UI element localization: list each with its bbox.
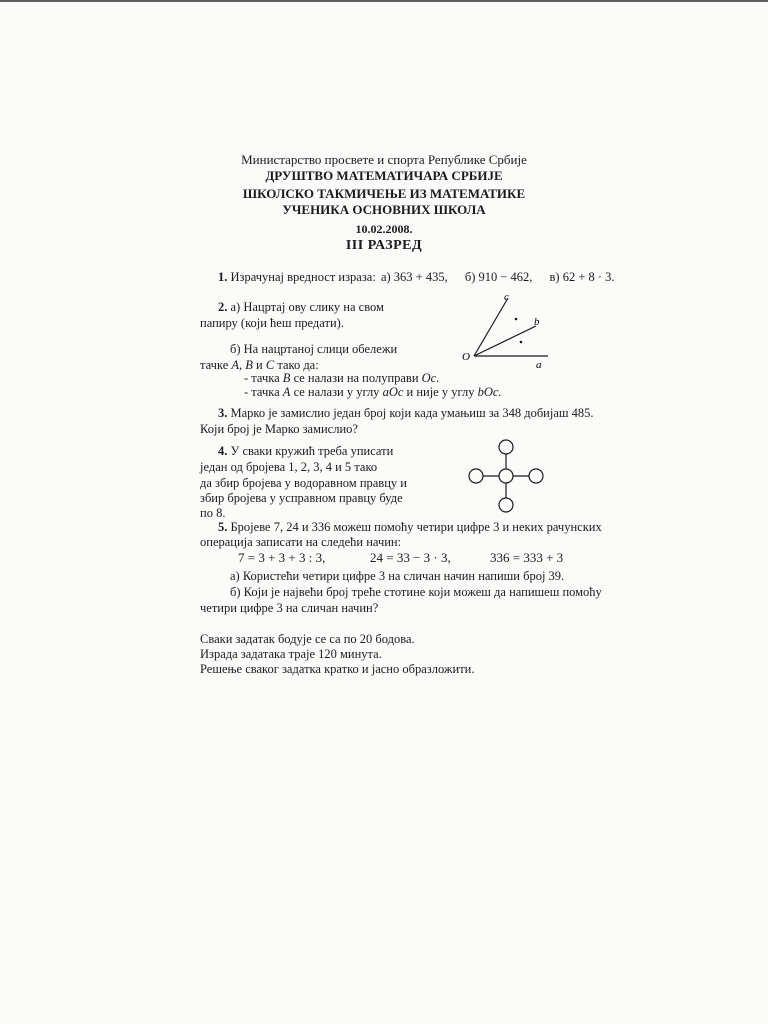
label-b: b — [534, 316, 540, 328]
circle-bottom — [499, 498, 513, 512]
problem-2-a-text: а) Нацртај ову слику на свом — [230, 300, 384, 314]
circle-right — [529, 469, 543, 483]
problem-3-line1 — [218, 405, 594, 421]
ray-label: Oc. — [421, 371, 440, 385]
problem-2-b-line1: б) На нацртаној слици обележи — [230, 342, 398, 356]
dot-point — [520, 341, 523, 344]
circle-center — [499, 469, 513, 483]
problem-2-a-line1 — [218, 299, 384, 315]
angle-label: bOc. — [477, 385, 502, 399]
problem-5-part-a: а) Користећи четири цифре 3 на сличан начин напиши број 39. — [230, 569, 565, 583]
society-line: ДРУШТВО МАТЕМАТИЧАРА СРБИЈЕ — [265, 168, 503, 183]
text-fragment: тако да: — [277, 358, 319, 372]
problem-1-text: Израчунај вредност израза: — [230, 270, 376, 284]
problem-2-bullet-2 — [244, 384, 502, 400]
circle-top — [499, 440, 513, 454]
problem-3-line2: Који број је Марко замислио? — [200, 422, 358, 436]
problem-4-line4: збир бројева у усправном правцу буде — [200, 491, 403, 505]
problem-1-part-b: б) 910 − 462, — [464, 270, 533, 284]
exam-date: 10.02.2008. — [355, 222, 413, 236]
equation-7: 7 = 3 + 3 + 3 : 3, — [238, 550, 326, 565]
point-label: B — [282, 371, 291, 385]
label-a: a — [536, 359, 542, 371]
problem-5-line2: операција записати на следећи начин: — [200, 535, 402, 549]
competition-title-line2: УЧЕНИКА ОСНОВНИХ ШКОЛА — [282, 202, 486, 217]
point-label: C — [265, 358, 275, 372]
scoring-note: Сваки задатак бодује се са по 20 бодова. — [200, 632, 415, 646]
problem-number: 4. — [218, 444, 228, 458]
label-c: c — [504, 291, 509, 303]
problem-number: 2. — [218, 300, 228, 314]
problem-5-part-b-line2: четири цифре 3 на сличан начин? — [200, 601, 379, 615]
problem-number: 3. — [218, 406, 228, 420]
competition-title-line1: ШКОЛСКО ТАКМИЧЕЊЕ ИЗ МАТЕМАТИКЕ — [242, 186, 526, 201]
dot-point — [515, 318, 518, 321]
ministry-line: Министарство просвете и спорта Републике Србије — [241, 152, 527, 167]
problem-4-line2: један од бројева 1, 2, 3, 4 и 5 тако — [200, 460, 378, 474]
problem-4-text: У сваки кружић треба уписати — [230, 444, 394, 458]
point-labels: A, B — [231, 358, 253, 372]
text-fragment: и — [256, 358, 263, 372]
circles-cross-figure — [466, 438, 546, 514]
problem-3-text: Марко је замислио један број који када умањиш за 348 добијаш 485. — [230, 406, 594, 420]
problem-1 — [218, 269, 615, 285]
duration-note: Израда задатака траје 120 минута. — [200, 647, 382, 661]
point-label: A — [282, 385, 291, 399]
text-fragment: - тачка — [244, 371, 280, 385]
problem-5-text: Бројеве 7, 24 и 336 можеш помоћу четири цифре 3 и неких рачунских — [230, 520, 602, 534]
problem-5-part-b-line1: б) Који је највећи број треће стотине који можеш да напишеш помоћу — [230, 585, 602, 599]
angle-figure — [460, 290, 560, 371]
grade-title: III РАЗРЕД — [345, 238, 423, 253]
text-fragment: се налази на полуправи — [293, 371, 419, 385]
angle-label: aOc — [382, 385, 404, 399]
problem-4-line5: по 8. — [200, 506, 226, 520]
problem-1-part-a: а) 363 + 435, — [380, 270, 448, 284]
problem-number: 1. — [218, 270, 228, 284]
circle-left — [469, 469, 483, 483]
problem-4-line3: да збир бројева у водоравном правцу и — [200, 476, 407, 490]
problem-1-part-c: в) 62 + 8 · 3. — [549, 270, 615, 284]
text-fragment: тачке — [200, 358, 229, 372]
equation-336: 336 = 333 + 3 — [490, 550, 564, 565]
scan-top-edge — [0, 0, 768, 2]
text-fragment: и није у углу — [406, 385, 475, 399]
explanation-note: Решење сваког задатка кратко и јасно образложити. — [200, 662, 475, 676]
text-fragment: се налази у углу — [293, 385, 380, 399]
problem-4-line1 — [218, 443, 393, 459]
text-fragment: - тачка — [244, 385, 280, 399]
equation-24: 24 = 33 − 3 · 3, — [370, 550, 451, 565]
label-o: O — [462, 351, 470, 363]
problem-2-a-line2: папиру (који ћеш предати). — [200, 316, 344, 330]
problem-number: 5. — [218, 520, 228, 534]
problem-5-line1 — [218, 519, 602, 535]
